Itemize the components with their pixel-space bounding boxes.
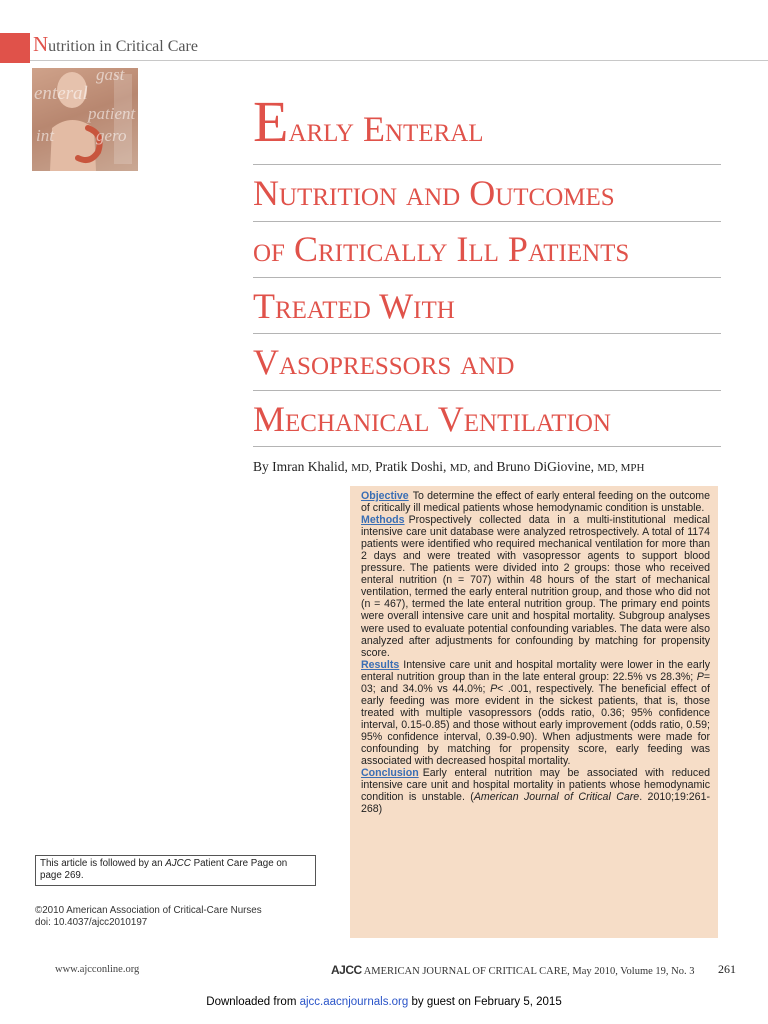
title-rule xyxy=(253,221,721,222)
section-name: utrition in Critical Care xyxy=(48,38,198,55)
methods-heading: Methods xyxy=(361,514,405,527)
citation-details: . 2010;19:261-268) xyxy=(361,791,710,816)
thumbnail-word: gero xyxy=(96,126,127,145)
title-line-6 xyxy=(253,397,611,441)
section-header xyxy=(33,32,198,56)
results-heading: Results xyxy=(361,658,400,671)
footer-url: www.ajcconline.org xyxy=(55,964,140,975)
doi-line: doi: 10.4037/ajcc2010197 xyxy=(35,917,148,928)
citation-journal: American Journal of Critical Care xyxy=(473,791,640,804)
author-degree: MD, xyxy=(449,462,471,474)
results-text: Intensive care unit and hospital mortality were lower in the early enteral nutrition group than in the late enteral group: 22.5% vs 28.3%; xyxy=(361,658,710,683)
thumbnail-word: enteral xyxy=(34,83,88,104)
title-line-2 xyxy=(253,171,615,215)
title-line-text: of Critically Ill Patients xyxy=(253,229,630,269)
methods-text: Prospectively collected data in a multi-institutional medical intensive care unit database were analyzed retrospectively. A total of 1174 patients were identified who required mechanical ventilation for more than 2 days and were treated with vasopressor agents to support blood pressure. The patients were divided into 2 groups: those who received enteral nutrition (n = 707) within 48 hours of the start of mechanical ventilation, termed the early enteral nutrition group, and those who did not (n = 467), termed the late enteral nutrition group. The primary end points were overall intensive care unit and hospital mortality. Subgroup analyses were used to evaluate potential confounding variables. The data were also analyzed after adjustments for confounding by matching for propensity score. xyxy=(361,514,710,659)
author-name: Imran Khalid, xyxy=(272,459,348,474)
p-value-label: P xyxy=(490,682,498,695)
author-degree: MD, MPH xyxy=(597,462,645,474)
title-rule xyxy=(253,277,721,278)
results-text: < .001, respectively. The beneficial effect of early feeding was more evident in the sickest patients, that is, those treated with multiple vasopressors (odds ratio, 0.36; 95% confidence interval, 0.15-0.85) and those without early improvement (odds ratio, 0.59; 95% confidence interval, 0.39-0.90). When adjustments were made for confounding by matching for propensity score, early feeding was associated with decreased hospital mortality. xyxy=(361,682,710,768)
title-line-text: Nutrition and Outcomes xyxy=(253,173,615,213)
title-rule xyxy=(253,164,721,165)
note-text: This article is followed by an xyxy=(40,858,163,869)
title-rule xyxy=(253,446,721,447)
journal-abbreviation: AJCC xyxy=(331,963,362,977)
author-degree: MD, xyxy=(351,462,372,474)
objective-heading: Objective xyxy=(361,490,409,502)
byline-conjunction: and xyxy=(473,459,494,474)
copyright-line: ©2010 American Association of Critical-Care Nurses xyxy=(35,905,262,916)
title-rule xyxy=(253,390,721,391)
section-color-bar xyxy=(0,33,30,63)
objective-text: To determine the effect of early enteral feeding on the outcome of critically ill medical patients whose hemodynamic condition is unstable. xyxy=(361,490,710,515)
title-drop-cap: E xyxy=(253,89,289,154)
thumbnail-word: int xyxy=(36,126,54,145)
title-line-4 xyxy=(253,284,455,328)
title-line-5 xyxy=(253,340,514,384)
p-value-label: P xyxy=(696,670,704,683)
header-rule xyxy=(30,60,768,61)
title-line-3 xyxy=(253,227,629,271)
download-prefix: Downloaded from xyxy=(206,996,297,1008)
article-thumbnail-image xyxy=(32,68,138,171)
section-initial: N xyxy=(33,32,49,56)
title-line-text: arly Enteral xyxy=(288,109,484,149)
title-line-text: Mechanical Ventilation xyxy=(253,399,611,439)
footer-journal-info xyxy=(331,963,694,977)
download-notice xyxy=(0,996,768,1008)
byline xyxy=(253,459,644,475)
thumbnail-word: gast xyxy=(96,68,125,84)
download-source-link[interactable]: ajcc.aacnjournals.org xyxy=(299,996,409,1008)
conclusion-text: Early enteral nutrition may be associated with reduced intensive care unit and hospital mortality in patients whose hemodynamic condition is unstable. ( xyxy=(361,767,710,804)
copyright-block xyxy=(35,905,262,929)
abstract-text xyxy=(361,490,710,815)
page-number: 261 xyxy=(718,962,736,976)
conclusion-heading: Conclusion xyxy=(361,767,419,780)
note-text: Patient Care Page on page 269. xyxy=(40,858,288,881)
thumbnail-word: patient xyxy=(88,104,136,123)
title-line-1 xyxy=(253,89,484,154)
author-name: Pratik Doshi, xyxy=(375,459,447,474)
results-text: = 03; and 34.0% vs 44.0%; xyxy=(361,670,711,695)
title-line-text: Treated With xyxy=(253,286,455,326)
note-journal-abbr: AJCC xyxy=(165,858,191,869)
journal-citation: AMERICAN JOURNAL OF CRITICAL CARE, May 2010, Volume 19, No. 3 xyxy=(363,966,695,977)
author-name: Bruno DiGiovine, xyxy=(496,459,594,474)
download-suffix: by guest on February 5, 2015 xyxy=(411,996,562,1008)
title-line-text: Vasopressors and xyxy=(253,342,515,382)
title-rule xyxy=(253,333,721,334)
abstract-box xyxy=(350,486,718,938)
patient-care-page-note xyxy=(35,855,316,886)
byline-prefix: By xyxy=(253,459,273,474)
